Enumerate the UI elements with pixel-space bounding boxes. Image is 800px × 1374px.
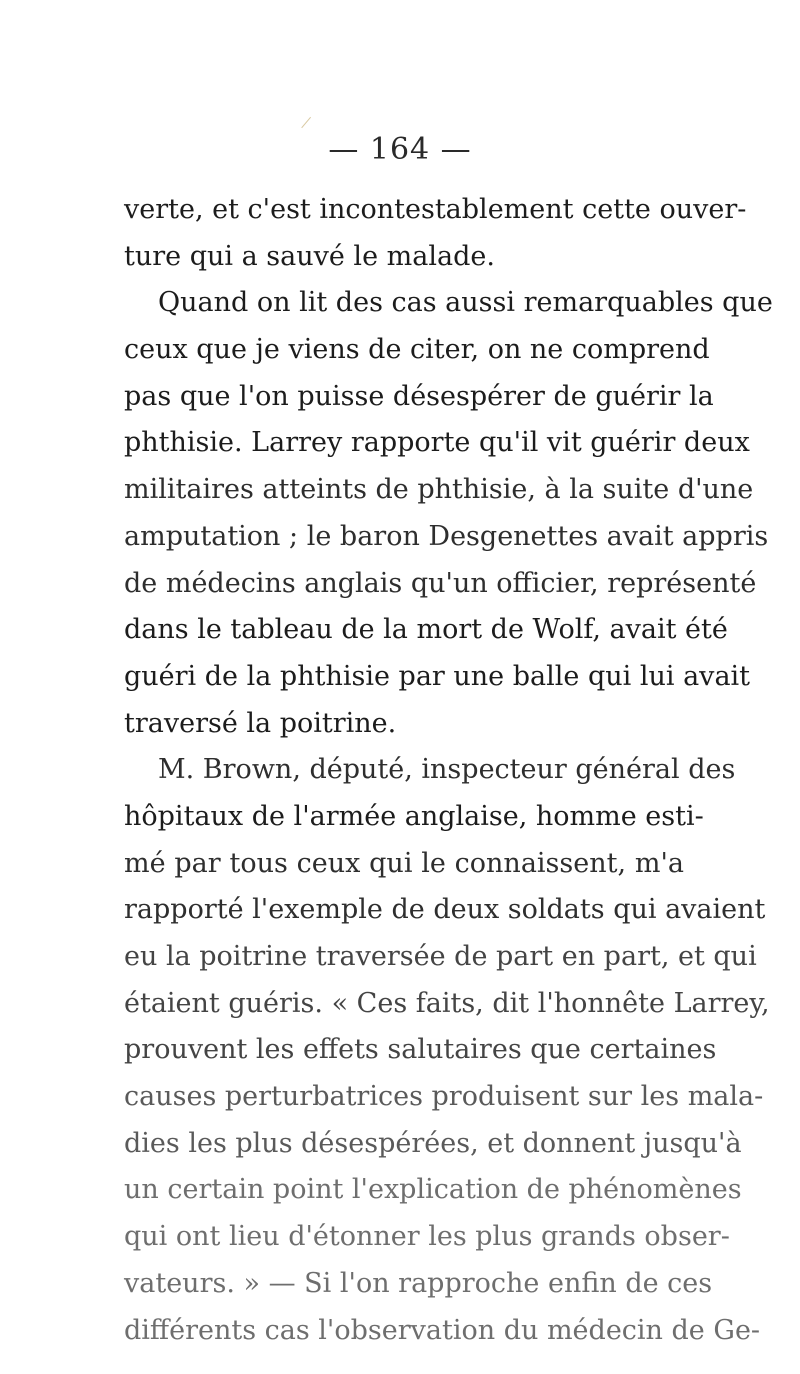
- text-line: hôpitaux de l'armée anglaise, homme esti-: [124, 800, 704, 832]
- text-line: causes perturbatrices produisent sur les mala-: [124, 1081, 764, 1113]
- text-line: traversé la poitrine.: [124, 707, 397, 739]
- text-line: dans le tableau de la mort de Wolf, avait été: [124, 614, 728, 646]
- text-line: différents cas l'observation du médecin de Ge-: [124, 1314, 761, 1346]
- text-line: militaires atteints de phthisie, à la suite d'une: [124, 474, 754, 506]
- text-line: guéri de la phthisie par une balle qui lui avait: [124, 660, 751, 692]
- text-line: verte, et c'est incontestablement cette ouver-: [124, 194, 747, 225]
- text-line: eu la poitrine traversée de part en part, et qui: [124, 941, 757, 972]
- text-line: rapporté l'exemple de deux soldats qui avaient: [124, 894, 766, 926]
- text-line: ture qui a sauvé le malade.: [124, 240, 495, 272]
- text-line: phthisie. Larrey rapporte qu'il vit guérir deux: [124, 427, 750, 459]
- text-line: mé par tous ceux qui le connaissent, m'a: [124, 847, 684, 879]
- text-line: étaient guéris. « Ces faits, dit l'honnête Larrey,: [124, 987, 770, 1019]
- text-line: un certain point l'explication de phénomènes: [124, 1174, 742, 1206]
- text-line: prouvent les effets salutaires que certaines: [124, 1034, 717, 1066]
- text-line: vateurs. » — Si l'on rapproche enfin de ces: [124, 1267, 713, 1299]
- text-line: qui ont lieu d'étonner les plus grands obser-: [124, 1221, 730, 1253]
- text-line: amputation ; le baron Desgenettes avait appris: [124, 520, 769, 552]
- text-line: pas que l'on puisse désespérer de guérir la: [124, 380, 714, 412]
- text-line: de médecins anglais qu'un officier, représenté: [124, 567, 757, 599]
- text-line: M. Brown, député, inspecteur général des: [158, 754, 736, 786]
- page-number: — 164 —: [328, 132, 472, 167]
- text-line: dies les plus désespérées, et donnent jusqu'à: [124, 1127, 742, 1159]
- body-text: [124, 187, 773, 1354]
- text-line: Quand on lit des cas aussi remarquables que: [158, 287, 773, 319]
- text-line: ceux que je viens de citer, on ne comprend: [124, 334, 710, 366]
